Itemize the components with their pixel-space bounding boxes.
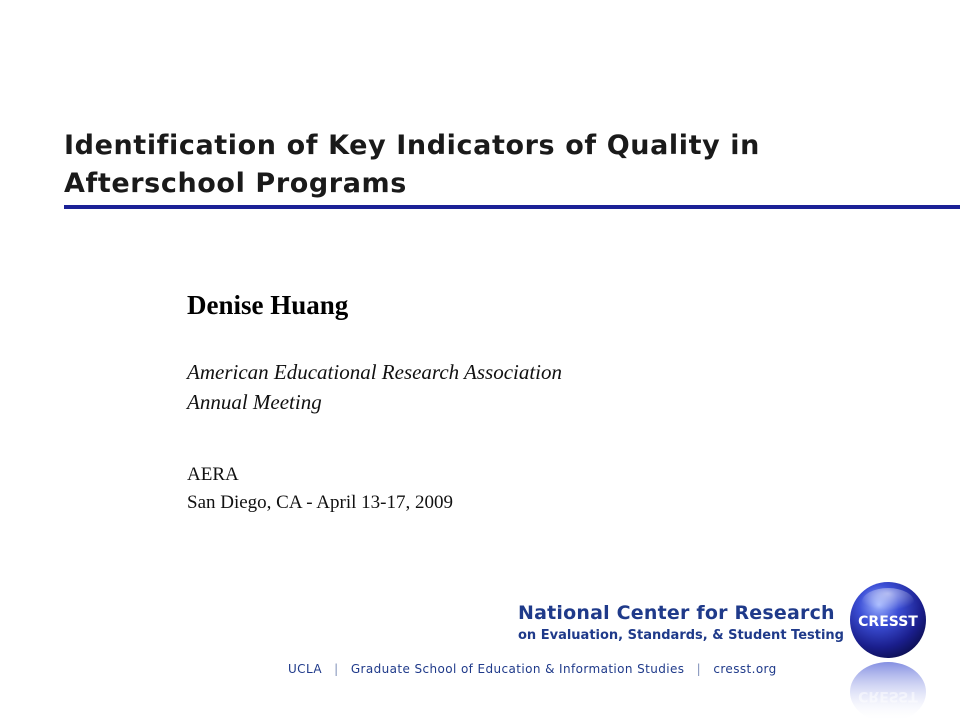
logo-text: CRESST [858, 614, 918, 630]
conference-location-date: San Diego, CA - April 13-17, 2009 [187, 492, 453, 513]
affiliation-separator: | [334, 662, 339, 676]
org-subtitle: on Evaluation, Standards, & Student Testing [518, 628, 844, 643]
venue-line-2: Annual Meeting [187, 390, 322, 414]
venue-line-1: American Educational Research Association [187, 360, 563, 384]
venue-block [187, 357, 562, 417]
affiliation-separator: | [696, 662, 702, 676]
slide-title: Identification of Key Indicators of Quality in Afterschool Programs [64, 130, 760, 199]
org-name: National Center for Research [518, 602, 835, 624]
affiliation-line [288, 662, 777, 676]
author-name: Denise Huang [187, 290, 349, 320]
affiliation-ucla: UCLA [288, 662, 322, 676]
conference-name: AERA [187, 464, 239, 485]
conference-block [187, 461, 453, 517]
cresst-logo-icon [846, 580, 930, 720]
affiliation-school: Graduate School of Education & Information Studies [350, 662, 685, 676]
affiliation-website: cresst.org [713, 662, 777, 676]
logo-reflection-text: CRESST [858, 688, 918, 704]
title-underline-rule [64, 205, 960, 209]
